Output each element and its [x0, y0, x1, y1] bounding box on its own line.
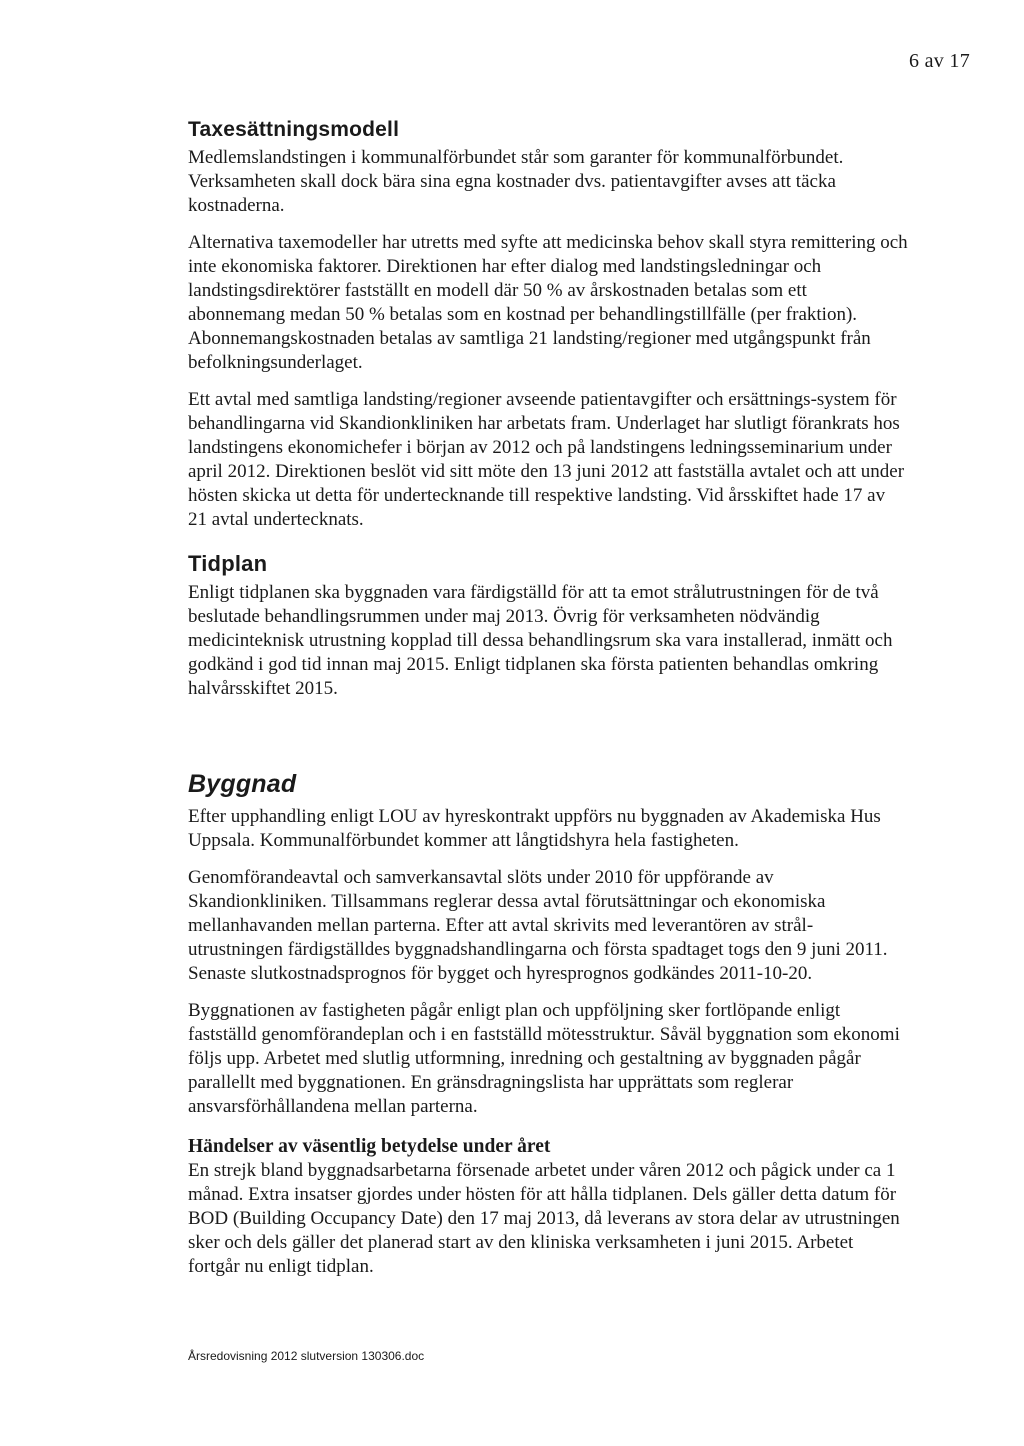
section-heading-byggnad: Byggnad	[188, 770, 297, 798]
paragraph: Byggnationen av fastigheten pågår enligt plan och uppföljning sker fortlöpande enligt fastställd genomförandeplan och i en fastställd mötesstruktur. Såväl byggnation som ekonomi följs upp. Arbetet med slutlig utformning, inredning och gestaltning av byggnaden pågår parallellt med byggnationen. En gränsdragningslista har upprättats som reglerar ansvarsförhållandena mellan parterna.	[188, 1000, 900, 1117]
paragraph: Alternativa taxemodeller har utretts med syfte att medicinska behov skall styra remittering och inte ekonomiska faktorer. Direktionen har efter dialog med landstingsledningar och landstingsdirektörer fastställt en modell där 50 % av årskostnaden betalas som ett abonnemang medan 50 % betalas som en kostnad per behandlingstillfälle (per fraktion). Abonnemangskostnaden betalas av samtliga 21 landsting/regioner med utgångspunkt från befolkningsunderlaget.	[188, 232, 908, 373]
section-heading-taxesattningsmodell: Taxesättningsmodell	[188, 118, 400, 141]
section-taxesattningsmodell	[188, 118, 908, 532]
paragraph: En strejk bland byggnadsarbetarna försenade arbetet under våren 2012 och pågick under ca 1 månad. Extra insatser gjordes under hösten för att hålla tidplanen. Dels gäller detta datum för BOD (Building Occupancy Date) den 17 maj 2013, då leverans av stora delar av utrustningen sker och dels gäller det planerad start av den kliniska verksamheten i juni 2015. Arbetet fortgår nu enligt tidplan.	[188, 1160, 900, 1277]
section-tidplan	[188, 551, 908, 701]
paragraph: Efter upphandling enligt LOU av hyreskontrakt uppförs nu byggnaden av Akademiska Hus Uppsala. Kommunalförbundet kommer att långtidshyra hela fastigheten.	[188, 806, 881, 851]
page-number: 6 av 17	[909, 50, 970, 72]
paragraph: Enligt tidplanen ska byggnaden vara färdigställd för att ta emot strålutrustningen för de två beslutade behandlingsrummen under maj 2013. Övrig för verksamheten nödvändig medicinteknisk utrustning kopplad till dessa behandlingsrum ska vara installerad, inmätt och godkänd i god tid innan maj 2015. Enligt tidplanen ska första patienten behandlas omkring halvårsskiftet 2015.	[188, 582, 893, 699]
section-handelser	[188, 1136, 908, 1279]
subsection-heading-handelser: Händelser av väsentlig betydelse under året	[188, 1136, 551, 1157]
footer-filename: Årsredovisning 2012 slutversion 130306.doc	[188, 1349, 425, 1363]
section-byggnad	[188, 770, 908, 1119]
paragraph: Medlemslandstingen i kommunalförbundet står som garanter för kommunalförbundet. Verksamheten skall dock bära sina egna kostnader dvs. patientavgifter avses att täcka kostnaderna.	[188, 147, 844, 216]
paragraph: Ett avtal med samtliga landsting/regioner avseende patientavgifter och ersättnings-system för behandlingarna vid Skandionkliniken har arbetats fram. Underlaget har slutligt förankrats hos landstingens ekonomichefer i början av 2012 och på landstingens ledningsseminarium under april 2012. Direktionen beslöt vid sitt möte den 13 juni 2012 att fastställa avtalet och att under hösten skicka ut detta för undertecknande till respektive landsting. Vid årsskiftet hade 17 av 21 avtal undertecknats.	[188, 389, 905, 530]
section-heading-tidplan: Tidplan	[188, 551, 268, 576]
document-body	[188, 118, 908, 1292]
paragraph: Genomförandeavtal och samverkansavtal slöts under 2010 för uppförande av Skandionkliniken. Tillsammans reglerar dessa avtal förutsättningar och ekonomiska mellanhavanden mellan parterna. Efter att avtal skrivits med leverantören av strål-utrustningen färdigställdes byggnadshandlingarna och första spadtaget togs den 9 juni 2011. Senaste slutkostnadsprognos för bygget och hyresprognos godkändes 2011-10-20.	[188, 867, 888, 984]
